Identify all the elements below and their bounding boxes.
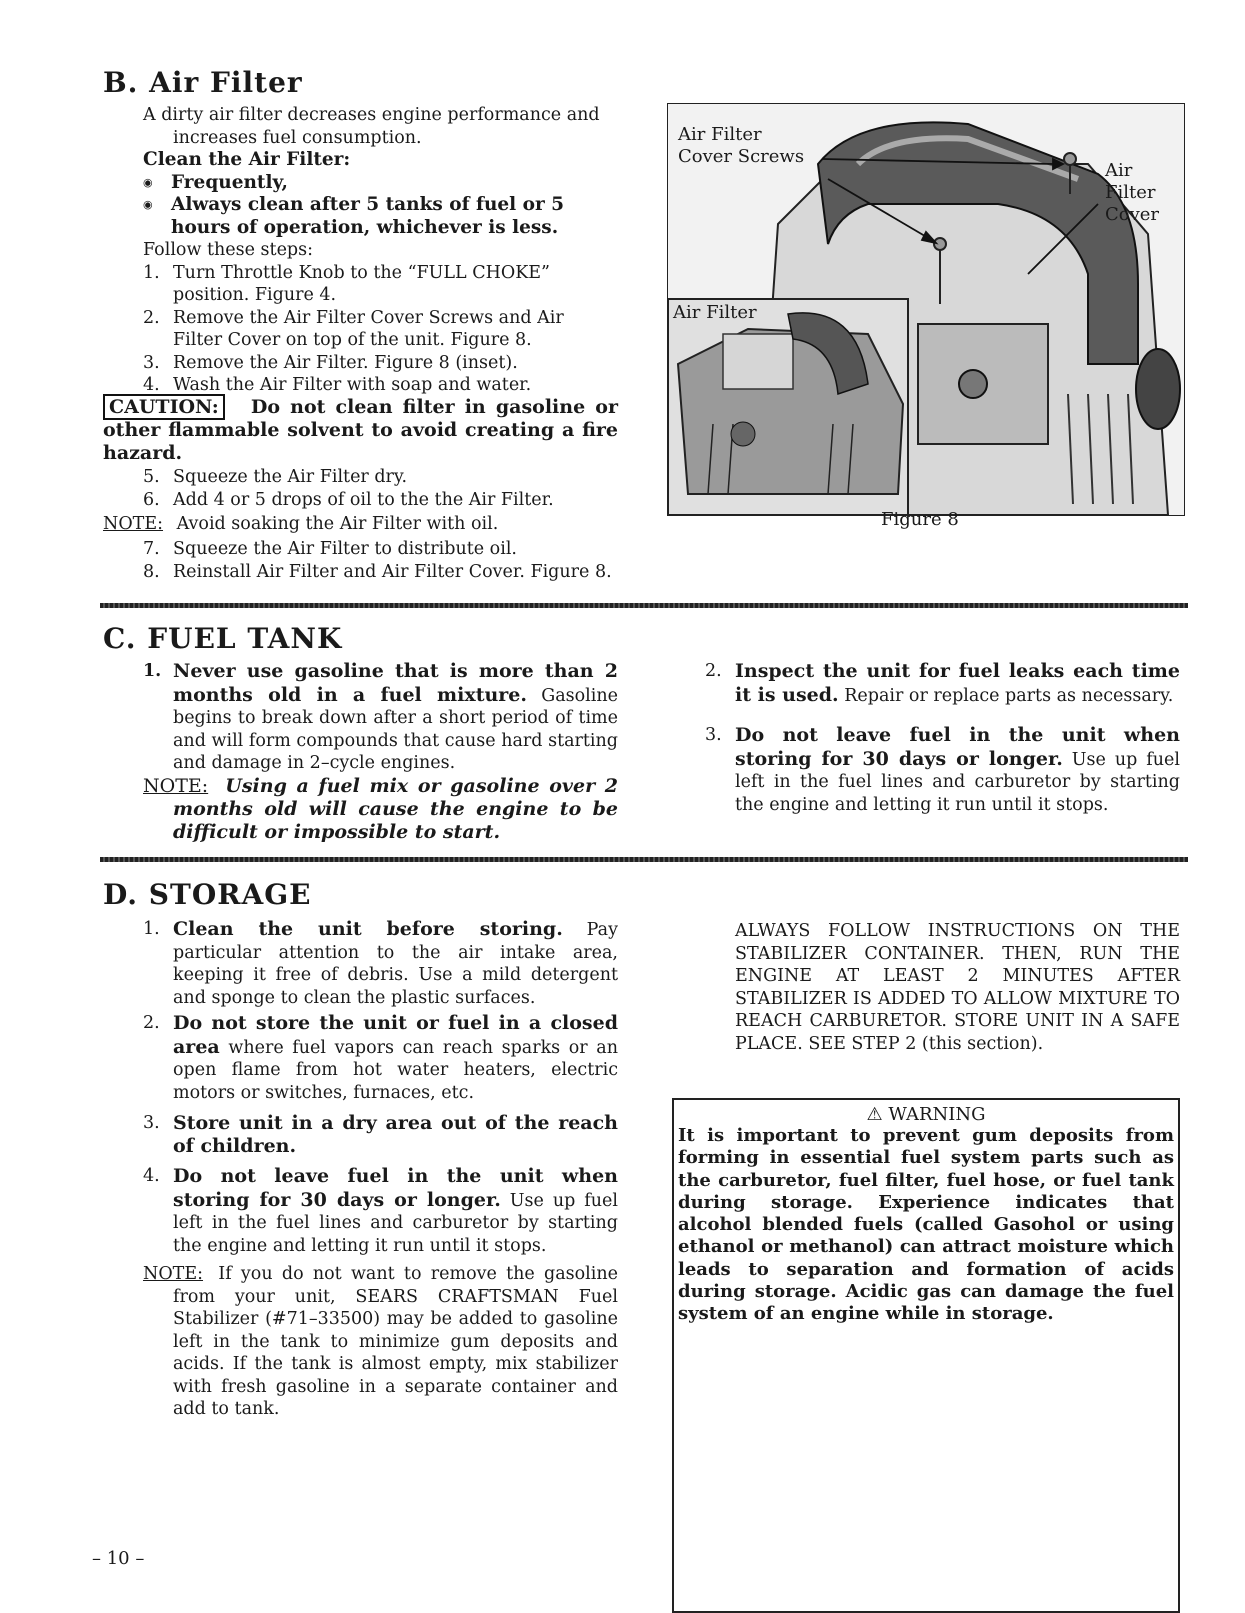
bullet-frequently: ◉ Frequently,: [143, 171, 288, 193]
step-2: 2. Remove the Air Filter Cover Screws and Air Filter Cover on top of the unit. Figure 8.: [143, 307, 564, 350]
storage-item-4: 4. Do not leave fuel in the unit when storing for 30 days or longer. Use up fuel left in the fuel lines and carburetor by starting the engine and letting it run until it stops.: [143, 1165, 618, 1256]
note-label: NOTE:: [143, 1264, 204, 1284]
figure-8-illustration: [667, 103, 1185, 516]
warning-title: ⚠ WARNING: [866, 1104, 986, 1125]
bullet-icon: ◉: [143, 198, 153, 211]
warning-box: [672, 1098, 1180, 1613]
section-c-heading: C. FUEL TANK: [103, 622, 343, 655]
caution-block: [103, 396, 618, 465]
label-air-filter-cover: Air Filter Cover: [1105, 160, 1160, 225]
storage-item-3: 3. Store unit in a dry area out of the reach of children.: [143, 1112, 618, 1157]
note-label: NOTE:: [103, 514, 164, 534]
step-7: 7. Squeeze the Air Filter to distribute oil.: [143, 539, 517, 559]
air-filter-instructions: [143, 104, 618, 397]
figure-8-caption: Figure 8: [881, 509, 959, 530]
caution-label: CAUTION:: [103, 394, 225, 420]
step-5: 5. Squeeze the Air Filter dry.: [143, 467, 408, 487]
label-air-filter: Air Filter: [673, 302, 757, 323]
section-d-heading: D. STORAGE: [103, 878, 312, 911]
step-6: 6. Add 4 or 5 drops of oil to the the Air Filter.: [143, 489, 554, 510]
step-3: 3. Remove the Air Filter. Figure 8 (inset).: [143, 352, 518, 373]
storage-item-2: 2. Do not store the unit or fuel in a closed area where fuel vapors can reach sparks or an open flame from hot water heaters, electric motors or switches, furnaces, etc.: [143, 1012, 618, 1103]
storage-note: [143, 1263, 618, 1421]
step-1: 1. Turn Throttle Knob to the “FULL CHOKE” position. Figure 4.: [143, 262, 551, 305]
note-text: Avoid soaking the Air Filter with oil.: [176, 514, 499, 534]
storage-list: [143, 918, 618, 1421]
warning-icon: ⚠: [866, 1104, 883, 1125]
warning-text: It is important to prevent gum deposits from forming in essential fuel system parts such as the carburetor, fuel filter, fuel hose, or fuel tank during storage. Experience indicates that alcohol blended fuels (called Gasohol or using ethanol or methanol) can attract moisture which leads to separation and formation of acids during storage. Acidic gas can damage the fuel system of an engine while in storage.: [678, 1125, 1174, 1325]
section-divider: [100, 603, 1188, 608]
clean-label: Clean the Air Filter:: [143, 149, 351, 170]
air-filter-intro: A dirty air filter decreases engine performance and increases fuel consumption.: [143, 105, 600, 148]
follow-steps: Follow these steps:: [143, 240, 314, 260]
note-label: NOTE:: [143, 775, 209, 797]
air-filter-steps-final: [143, 538, 618, 583]
section-b-heading: B. Air Filter: [103, 66, 303, 99]
bullet-icon: ◉: [143, 175, 153, 189]
air-filter-note: [103, 513, 618, 536]
step-4: 4. Wash the Air Filter with soap and water.: [143, 375, 532, 395]
fuel-tank-note: [143, 775, 618, 844]
fuel-tank-item-1: 1. Never use gasoline that is more than 2 months old in a fuel mixture. Gasoline begins to break down after a short period of time and will form compounds that cause hard starting and damage in 2–cycle engines.: [143, 660, 618, 773]
note-text: If you do not want to remove the gasoline from your unit, SEARS CRAFTSMAN Fuel Stabilizer (#71–33500) may be added to gasoline left in the tank to minimize gum deposits and acids. If the tank is almost empty, mix stabilizer with fresh gasoline in a separate container and add to tank.: [173, 1264, 618, 1419]
bullet-always-clean: ◉ Always clean after 5 tanks of fuel or 5 hours of operation, whichever is less.: [143, 194, 565, 238]
air-filter-steps-continued: [143, 466, 618, 511]
section-divider: [100, 857, 1188, 862]
fuel-tank-item-2: 2. Inspect the unit for fuel leaks each time it is used. Repair or replace parts as necessary.: [705, 660, 1180, 706]
label-air-filter-cover-screws: Air Filter Cover Screws: [678, 124, 805, 167]
storage-item-1: 1. Clean the unit before storing. Pay particular attention to the air intake area, keeping it free of debris. Use a mild detergent and sponge to clean the plastic surfaces.: [143, 918, 618, 1008]
stabilizer-instructions: ALWAYS FOLLOW INSTRUCTIONS ON THE STABILIZER CONTAINER. THEN, RUN THE ENGINE AT LEAST 2 MINUTES AFTER STABILIZER IS ADDED TO ALLOW MIXTURE TO REACH CARBURETOR. STORE UNIT IN A SAFE PLACE. SEE STEP 2 (this section).: [735, 921, 1180, 1054]
caution-text: Do not clean filter in gasoline or other flammable solvent to avoid creating a fire hazard.: [103, 396, 618, 464]
fuel-tank-item-3: 3. Do not leave fuel in the unit when storing for 30 days or longer. Use up fuel left in the fuel lines and carburetor by starting the engine and letting it run until it stops.: [705, 724, 1180, 815]
note-text: Using a fuel mix or gasoline over 2 months old will cause the engine to be difficult or impossible to start.: [173, 775, 618, 843]
page-number: – 10 –: [92, 1548, 145, 1569]
step-8: 8. Reinstall Air Filter and Air Filter Cover. Figure 8.: [143, 561, 612, 582]
